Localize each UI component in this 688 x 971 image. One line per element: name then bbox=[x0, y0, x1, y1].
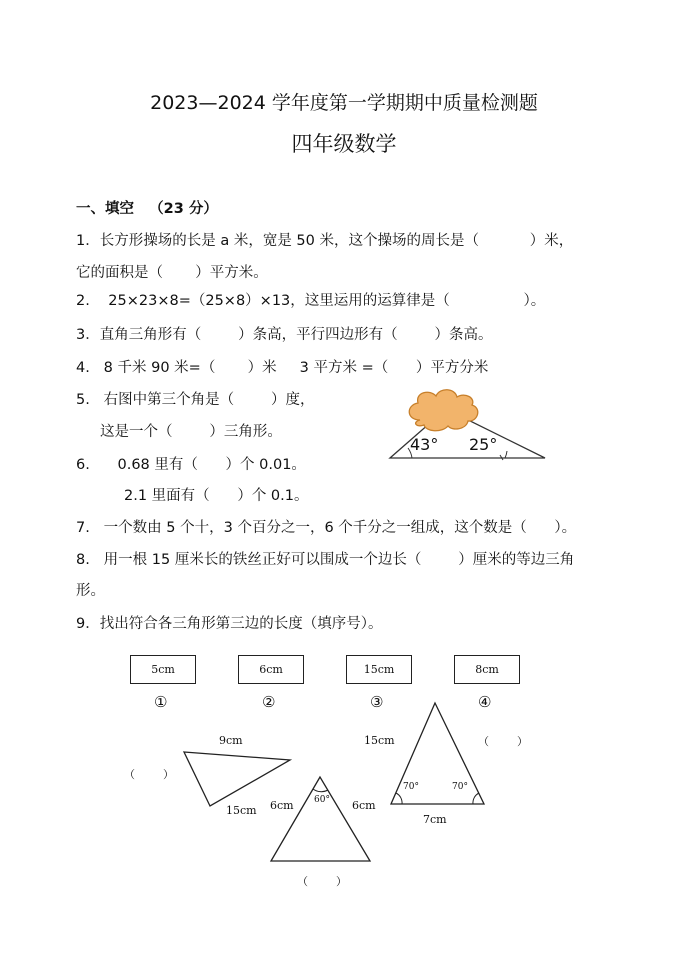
angle-label-43: 43° bbox=[410, 435, 439, 454]
option-mark-2: ② bbox=[262, 693, 276, 711]
t1-answer-blank: （ ） bbox=[124, 768, 174, 781]
question-6-line-1: 6. 0.68 里有（ ）个 0.01。 bbox=[76, 457, 306, 473]
question-4: 4. 8 千米 90 米=（ ）米 3 平方米 =（ ）平方分米 bbox=[76, 360, 489, 376]
triangle-1 bbox=[184, 752, 290, 806]
question-1-line-2: 它的面积是（ ）平方米。 bbox=[76, 265, 268, 281]
option-mark-4: ④ bbox=[478, 693, 492, 711]
section-heading: 一、填空 （23 分） bbox=[76, 201, 218, 217]
t3-base-label: 7cm bbox=[423, 813, 447, 826]
triangle-2 bbox=[271, 777, 370, 861]
question-9: 9．找出符合各三角形第三边的长度（填序号）。 bbox=[76, 616, 383, 632]
t2-angle-label: 60° bbox=[314, 795, 330, 805]
option-mark-3: ③ bbox=[370, 693, 384, 711]
question-8-line-2: 形。 bbox=[76, 583, 105, 599]
question-6-line-2: 2.1 里面有（ ）个 0.1。 bbox=[124, 488, 309, 504]
t2-side-left-label: 6cm bbox=[270, 799, 294, 812]
page-title: 2023—2024 学年度第一学期期中质量检测题 bbox=[150, 92, 538, 114]
option-mark-1: ① bbox=[154, 693, 168, 711]
option-box-4: 8cm bbox=[454, 655, 520, 684]
angle-label-25: 25° bbox=[469, 435, 498, 454]
question-5-line-1: 5. 右图中第三个角是（ ）度， bbox=[76, 392, 315, 408]
t3-answer-blank: （ ） bbox=[478, 735, 528, 748]
option-box-2: 6cm bbox=[238, 655, 304, 684]
t2-answer-blank: （ ） bbox=[297, 875, 347, 888]
page-subtitle: 四年级数学 bbox=[291, 132, 397, 156]
t2-side-right-label: 6cm bbox=[352, 799, 376, 812]
question-5-line-2: 这是一个（ ）三角形。 bbox=[100, 424, 282, 440]
t1-side-top-label: 9cm bbox=[219, 734, 243, 747]
question-1-line-1: 1．长方形操场的长是 a 米，宽是 50 米，这个操场的周长是（ ）米， bbox=[76, 233, 574, 249]
t3-angle-left-label: 70° bbox=[403, 782, 419, 792]
question-2: 2. 25×23×8=（25×8）×13，这里运用的运算律是（ ）。 bbox=[76, 293, 546, 309]
question-3: 3．直角三角形有（ ）条高，平行四边形有（ ）条高。 bbox=[76, 327, 493, 343]
t3-side-left-label: 15cm bbox=[364, 734, 395, 747]
question-7: 7. 一个数由 5 个十，3 个百分之一，6 个千分之一组成，这个数是（ ）。 bbox=[76, 520, 577, 536]
question-8-line-1: 8. 用一根 15 厘米长的铁丝正好可以围成一个边长（ ）厘米的等边三角 bbox=[76, 552, 575, 568]
option-box-3: 15cm bbox=[346, 655, 412, 684]
t3-angle-right-label: 70° bbox=[452, 782, 468, 792]
t1-side-bottom-label: 15cm bbox=[226, 804, 257, 817]
option-box-1: 5cm bbox=[130, 655, 196, 684]
cloud-icon bbox=[409, 390, 478, 431]
